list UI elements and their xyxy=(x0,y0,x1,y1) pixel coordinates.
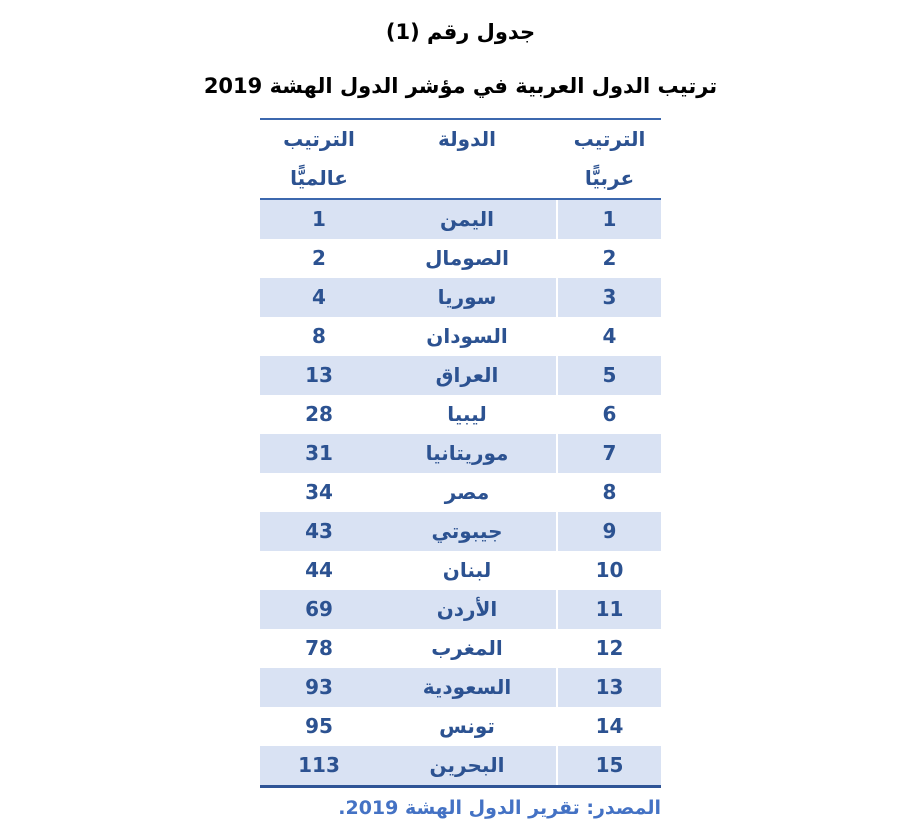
table-row xyxy=(260,629,661,668)
table-body xyxy=(260,200,661,785)
header-country xyxy=(378,120,556,198)
table-row xyxy=(260,512,661,551)
cell-arab-rank: 13 xyxy=(556,668,661,707)
cell-country: المغرب xyxy=(431,636,503,660)
table-row xyxy=(260,395,661,434)
cell-country: الصومال xyxy=(425,246,509,270)
table-row xyxy=(260,473,661,512)
header-global-rank-line1: الترتيب xyxy=(283,127,355,151)
table-row xyxy=(260,317,661,356)
cell-country: ليبيا xyxy=(447,402,487,426)
cell-global-rank: 13 xyxy=(305,363,333,387)
table-row xyxy=(260,746,661,785)
table-row xyxy=(260,707,661,746)
cell-global-rank: 31 xyxy=(305,441,333,465)
table-header-row xyxy=(260,120,661,200)
cell-global-rank: 1 xyxy=(312,207,326,231)
cell-global-rank: 113 xyxy=(298,753,340,777)
cell-country: تونس xyxy=(439,714,495,738)
cell-global-rank: 43 xyxy=(305,519,333,543)
cell-arab-rank: 4 xyxy=(556,317,661,356)
table-caption: جدول رقم (1) xyxy=(385,20,536,44)
cell-global-rank: 69 xyxy=(305,597,333,621)
cell-arab-rank: 3 xyxy=(556,278,661,317)
cell-arab-rank: 1 xyxy=(556,200,661,239)
cell-global-rank: 95 xyxy=(305,714,333,738)
cell-arab-rank: 14 xyxy=(556,707,661,746)
table-row xyxy=(260,356,661,395)
header-arab-rank xyxy=(556,120,661,198)
cell-country: البحرين xyxy=(429,753,505,777)
cell-global-rank: 93 xyxy=(305,675,333,699)
cell-arab-rank: 10 xyxy=(556,551,661,590)
header-global-rank xyxy=(260,120,378,198)
cell-arab-rank: 15 xyxy=(556,746,661,785)
cell-arab-rank: 9 xyxy=(556,512,661,551)
cell-arab-rank: 6 xyxy=(556,395,661,434)
cell-global-rank: 78 xyxy=(305,636,333,660)
table-row xyxy=(260,278,661,317)
table-row xyxy=(260,239,661,278)
cell-global-rank: 34 xyxy=(305,480,333,504)
cell-global-rank: 8 xyxy=(312,324,326,348)
cell-country: الأردن xyxy=(436,597,498,621)
source-line xyxy=(260,795,661,821)
cell-country: جيبوتي xyxy=(431,519,503,543)
cell-country: موريتانيا xyxy=(425,441,509,465)
cell-global-rank: 44 xyxy=(305,558,333,582)
header-arab-rank-line2: عربيًّا xyxy=(584,166,635,190)
cell-country: اليمن xyxy=(440,207,494,231)
table-row xyxy=(260,434,661,473)
table-subtitle: ترتيب الدول العربية في مؤشر الدول الهشة 2019 xyxy=(203,74,718,98)
cell-global-rank: 2 xyxy=(312,246,326,270)
cell-country: السعودية xyxy=(422,675,512,699)
cell-country: سوريا xyxy=(437,285,497,309)
rankings-table xyxy=(260,118,661,788)
table-row xyxy=(260,551,661,590)
cell-arab-rank: 12 xyxy=(556,629,661,668)
cell-country: مصر xyxy=(444,480,490,504)
cell-arab-rank: 8 xyxy=(556,473,661,512)
header-arab-rank-line1: الترتيب xyxy=(573,127,646,151)
table-row xyxy=(260,200,661,239)
header-global-rank-line2: عالميًّا xyxy=(290,166,348,190)
cell-global-rank: 4 xyxy=(312,285,326,309)
cell-global-rank: 28 xyxy=(305,402,333,426)
cell-country: العراق xyxy=(435,363,499,387)
cell-country: لبنان xyxy=(442,558,492,582)
source-text: المصدر: تقرير الدول الهشة 2019. xyxy=(338,797,661,819)
cell-arab-rank: 11 xyxy=(556,590,661,629)
cell-arab-rank: 5 xyxy=(556,356,661,395)
cell-arab-rank: 2 xyxy=(556,239,661,278)
table-row xyxy=(260,668,661,707)
cell-arab-rank: 7 xyxy=(556,434,661,473)
table-row xyxy=(260,590,661,629)
cell-country: السودان xyxy=(426,324,508,348)
header-country-label: الدولة xyxy=(438,127,496,151)
